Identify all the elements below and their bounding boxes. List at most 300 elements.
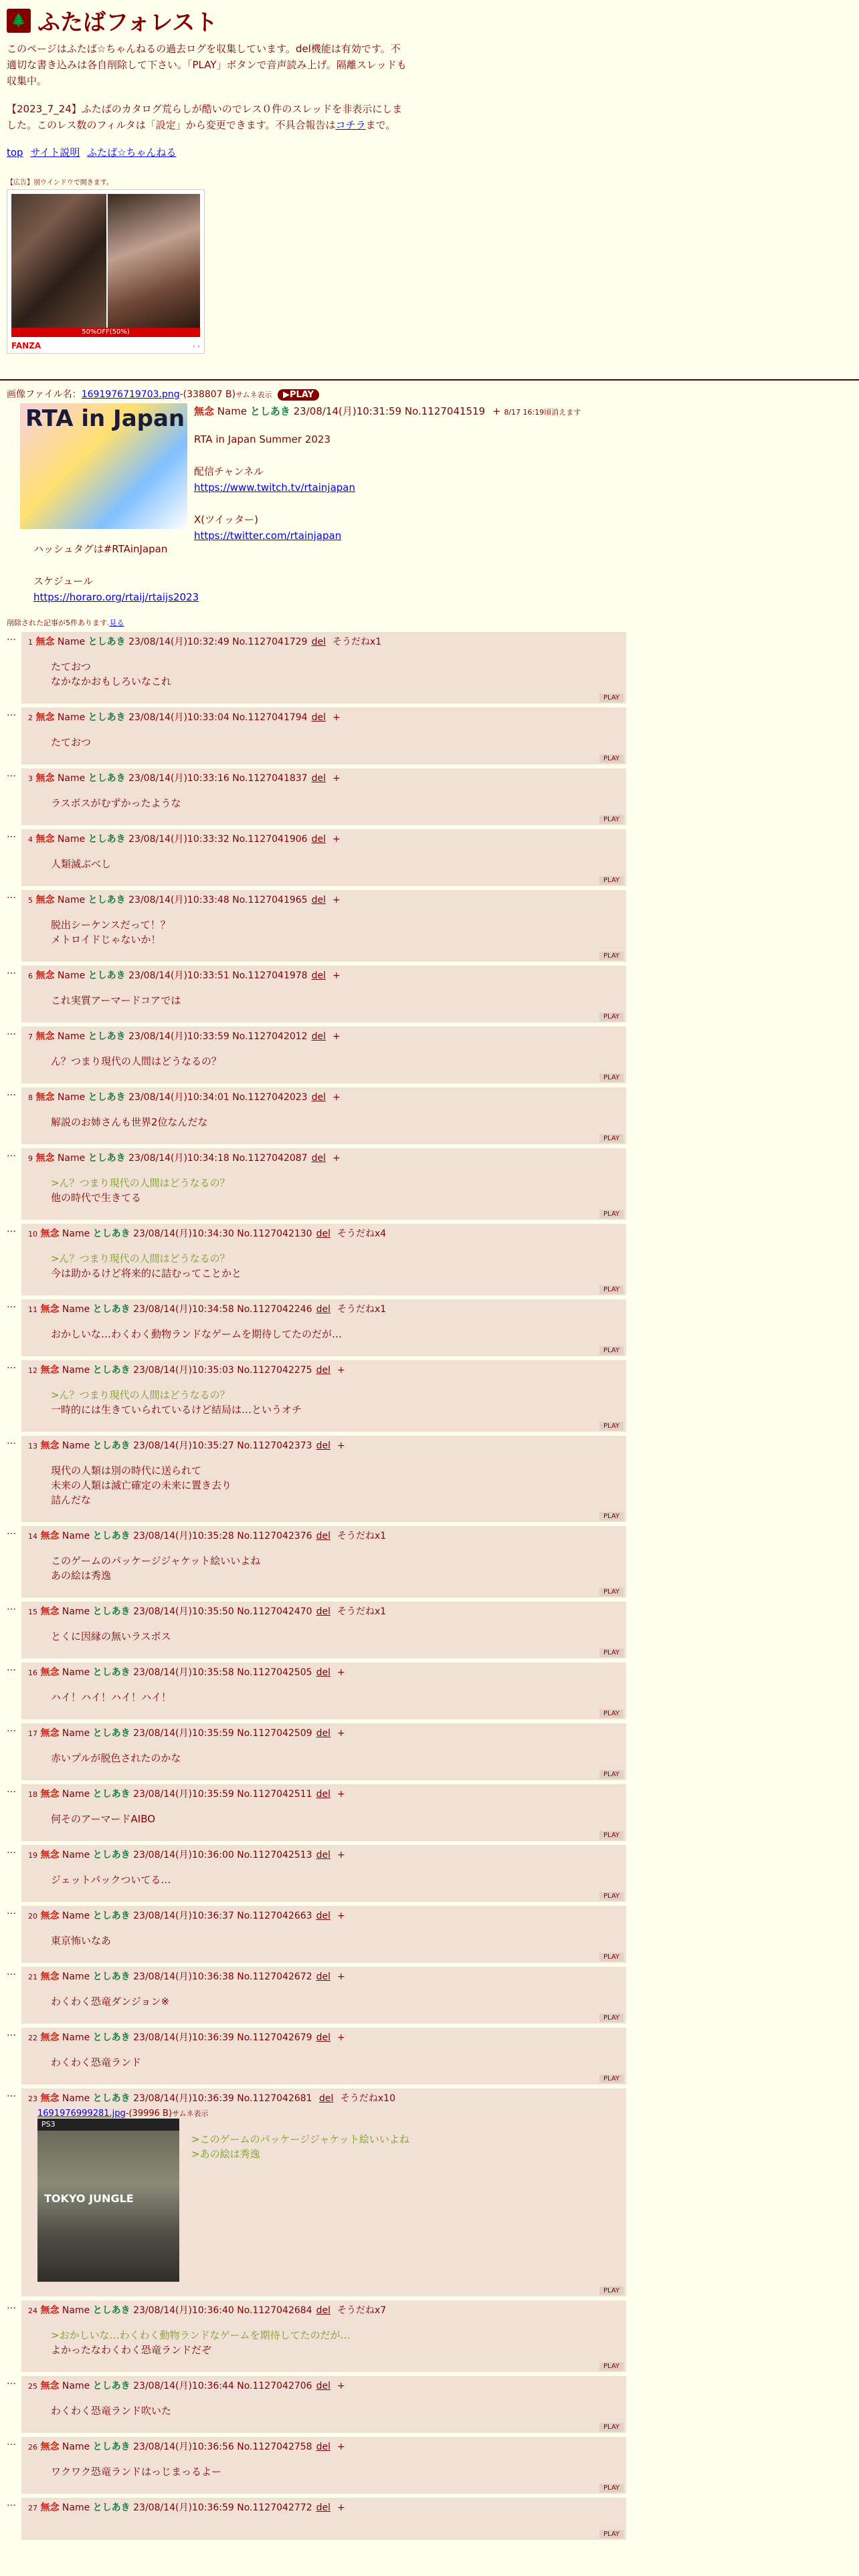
reply-body bbox=[51, 2464, 622, 2479]
reply-text-line: 今は助かるけど将来的に詰むってことかと bbox=[51, 1267, 242, 1279]
site-header bbox=[7, 0, 852, 37]
reply-menu-dots[interactable]: … bbox=[7, 1087, 16, 1098]
reply-header bbox=[28, 1150, 622, 1168]
op-thumbnail[interactable] bbox=[20, 403, 187, 529]
reply-list bbox=[7, 632, 852, 2084]
thread-separator bbox=[0, 379, 859, 381]
nav-about-link[interactable]: サイト説明 bbox=[30, 146, 80, 158]
reply-sodane-button[interactable]: + bbox=[337, 2442, 345, 2452]
reply-subject: 無念 bbox=[40, 1667, 60, 1678]
reply-sodane-button[interactable]: そうだねx1 bbox=[332, 637, 382, 647]
reply-name: としあき bbox=[92, 2093, 130, 2104]
reply-name: としあき bbox=[92, 1531, 130, 1541]
reply-body bbox=[51, 735, 622, 750]
reply-play-button[interactable]: PLAY bbox=[599, 2484, 624, 2492]
reply-menu-dots[interactable]: … bbox=[7, 1360, 16, 1371]
reply-del-link[interactable]: del bbox=[311, 712, 326, 723]
reply-number: 26 bbox=[28, 2443, 37, 2452]
reply-body bbox=[51, 1629, 622, 1644]
reply-play-button[interactable]: PLAY bbox=[599, 2074, 624, 2083]
reply-thumbnail[interactable] bbox=[37, 2119, 179, 2282]
reply-name-label: Name bbox=[62, 2442, 90, 2452]
reply-number: 18 bbox=[28, 1790, 37, 1799]
reply-play-button[interactable]: PLAY bbox=[599, 1709, 624, 1718]
reply-del-link[interactable]: del bbox=[316, 1911, 330, 1921]
reply-text-line: 詰んだな bbox=[51, 1494, 92, 1506]
reply-play-button[interactable]: PLAY bbox=[599, 1588, 624, 1596]
reply bbox=[7, 1087, 626, 1144]
reply-body bbox=[51, 796, 622, 811]
op-name: としあき bbox=[250, 405, 290, 417]
reply-del-link[interactable]: del bbox=[316, 2381, 330, 2391]
reply-menu-dots[interactable]: … bbox=[7, 1602, 16, 1612]
op-schedule-link[interactable]: https://horaro.org/rtaij/rtaijs2023 bbox=[33, 591, 199, 603]
reply-name: としあき bbox=[92, 1304, 130, 1315]
reply-date: 23/08/14(月)10:35:03 No.1127042275 bbox=[133, 1365, 312, 1376]
reply-date: 23/08/14(月)10:36:39 No.1127042679 bbox=[133, 2032, 312, 2043]
op-twitch-link[interactable]: https://www.twitch.tv/rtainjapan bbox=[194, 481, 355, 494]
reply bbox=[7, 1526, 626, 1598]
reply-play-button[interactable]: PLAY bbox=[599, 1892, 624, 1901]
reply-date: 23/08/14(月)10:33:16 No.1127041837 bbox=[128, 773, 308, 784]
op-post bbox=[20, 403, 852, 544]
reply bbox=[7, 1784, 626, 1841]
reply-del-link[interactable]: del bbox=[316, 1971, 330, 1982]
reply-name: としあき bbox=[92, 1667, 130, 1678]
reply-date: 23/08/14(月)10:35:58 No.1127042505 bbox=[133, 1667, 312, 1678]
reply-sodane-button[interactable]: そうだねx7 bbox=[337, 2305, 387, 2316]
op-expire: 8/17 16:19頃消えます bbox=[504, 408, 581, 417]
reply-number: 6 bbox=[28, 972, 33, 980]
op-thumbnail-title: RTA in Japan bbox=[25, 405, 185, 432]
ad-label: 【広告】別ウインドウで開きます。 bbox=[7, 179, 113, 187]
reply-play-button[interactable]: PLAY bbox=[599, 815, 624, 824]
reply-menu-dots[interactable]: … bbox=[7, 1662, 16, 1673]
reply-number: 4 bbox=[28, 835, 33, 844]
game-title: TOKYO JUNGLE bbox=[44, 2192, 134, 2205]
reply-file-link[interactable]: 1691976999281.jpg bbox=[37, 2109, 126, 2119]
reply-body bbox=[51, 2403, 622, 2418]
reply-subject: 無念 bbox=[40, 2032, 60, 2043]
op-body-continued bbox=[33, 541, 852, 605]
reply-sodane-button[interactable]: + bbox=[332, 1153, 341, 1164]
op-file-label: 画像ファイル名： bbox=[7, 389, 82, 400]
reply-play-button[interactable]: PLAY bbox=[599, 1831, 624, 1840]
reply-header bbox=[28, 1437, 622, 1455]
reply-sodane-button[interactable]: そうだねx1 bbox=[337, 1606, 387, 1617]
reply-del-link[interactable]: del bbox=[311, 1031, 326, 1042]
reply-del-link[interactable]: del bbox=[316, 1789, 330, 1800]
reply-subject: 無念 bbox=[35, 712, 55, 723]
reply-sodane-button[interactable]: そうだねx10 bbox=[340, 2093, 395, 2104]
reply-body bbox=[51, 1463, 622, 1507]
reply-name: としあき bbox=[92, 1606, 130, 1617]
reply-menu-dots[interactable]: … bbox=[7, 1845, 16, 1856]
reply bbox=[7, 1148, 626, 1220]
reply-del-link[interactable]: del bbox=[316, 1228, 330, 1239]
reply-text-line: 現代の人類は別の時代に送られて bbox=[51, 1465, 202, 1477]
reply-sodane-button[interactable]: そうだねx1 bbox=[337, 1531, 387, 1541]
op-file-link[interactable]: 1691976719703.png bbox=[81, 389, 180, 400]
reply-del-link[interactable]: del bbox=[311, 895, 326, 905]
reply-del-link[interactable]: del bbox=[316, 2305, 330, 2316]
op-date: 23/08/14(月)10:31:59 No.1127041519 bbox=[293, 405, 486, 417]
reply-sodane-button[interactable]: + bbox=[337, 1789, 345, 1800]
reply-name: としあき bbox=[92, 1440, 130, 1451]
reply-body bbox=[51, 1176, 622, 1205]
reply-text-line: 赤いプルが脱色されたのかな bbox=[51, 1752, 181, 1764]
reply-date: 23/08/14(月)10:34:30 No.1127042130 bbox=[133, 1228, 312, 1239]
reply-sodane-button[interactable]: + bbox=[337, 1728, 345, 1739]
reply-thumb-note: サムネ表示 bbox=[172, 2109, 209, 2118]
ad-banner[interactable] bbox=[7, 189, 205, 354]
ad-image-right[interactable] bbox=[108, 194, 200, 328]
reply-sodane-button[interactable]: + bbox=[332, 834, 341, 845]
reply-play-button[interactable]: PLAY bbox=[599, 952, 624, 960]
reply-del-link[interactable]: del bbox=[316, 1440, 330, 1451]
reply-name-label: Name bbox=[62, 1228, 90, 1239]
reply-menu-dots[interactable]: … bbox=[7, 1723, 16, 1734]
op-subject: 無念 bbox=[194, 405, 215, 417]
op-file-size: -(338807 B) bbox=[179, 389, 236, 400]
reply-name: としあき bbox=[88, 970, 126, 981]
reply-menu-dots[interactable]: … bbox=[7, 966, 16, 976]
reply-menu-dots[interactable]: … bbox=[7, 768, 16, 779]
op-line-schedule: スケジュール bbox=[33, 575, 94, 587]
reply-body bbox=[51, 1388, 622, 1417]
reply-name-label: Name bbox=[57, 637, 86, 647]
reply-del-link[interactable]: del bbox=[316, 2502, 330, 2513]
reply-text-line: よかったなわくわく恐竜ランドだぞ bbox=[51, 2344, 212, 2356]
reply-header bbox=[28, 1603, 622, 1621]
reply-subject: 無念 bbox=[35, 970, 55, 981]
reply-name: としあき bbox=[88, 712, 126, 723]
reply-name-label: Name bbox=[57, 773, 86, 784]
reply-subject: 無念 bbox=[40, 1228, 60, 1239]
reply-del-link[interactable]: del bbox=[316, 1304, 330, 1315]
reply-sodane-button[interactable]: + bbox=[332, 1031, 341, 1042]
reply-header bbox=[28, 967, 622, 985]
reply-name-label: Name bbox=[62, 1667, 90, 1678]
reply-text-line: わくわく恐竜ランド bbox=[51, 2056, 142, 2068]
reply-sodane-button[interactable]: + bbox=[332, 1092, 341, 1103]
reply-body bbox=[51, 857, 622, 871]
reply-menu-dots[interactable]: … bbox=[7, 829, 16, 840]
reply-menu-dots[interactable]: … bbox=[7, 2300, 16, 2311]
reply-subject: 無念 bbox=[40, 2381, 60, 2391]
reply-del-link[interactable]: del bbox=[311, 773, 326, 784]
reply-del-link[interactable]: del bbox=[311, 637, 326, 647]
reply-header bbox=[28, 1362, 622, 1380]
reply-header bbox=[28, 1725, 622, 1743]
reply-date: 23/08/14(月)10:35:27 No.1127042373 bbox=[133, 1440, 312, 1451]
reply-sodane-button[interactable]: + bbox=[337, 1440, 345, 1451]
reply-quote-line: >あの絵は秀逸 bbox=[191, 2148, 260, 2160]
reply-play-button[interactable]: PLAY bbox=[599, 1285, 624, 1294]
reply bbox=[7, 2498, 626, 2540]
reply-play-button[interactable]: PLAY bbox=[599, 2014, 624, 2022]
reply-del-link[interactable]: del bbox=[316, 1365, 330, 1376]
reply-play-button[interactable]: PLAY bbox=[599, 754, 624, 763]
reply-menu-dots[interactable]: … bbox=[7, 2498, 16, 2508]
reply-name-label: Name bbox=[62, 1971, 90, 1982]
reply-name: としあき bbox=[92, 2502, 130, 2513]
reply bbox=[7, 1602, 626, 1658]
nav-futaba-link[interactable]: ふたば☆ちゃんねる bbox=[87, 146, 177, 158]
reply-menu-dots[interactable]: … bbox=[7, 890, 16, 901]
reply-date: 23/08/14(月)10:32:49 No.1127041729 bbox=[128, 637, 308, 647]
reply-sodane-button[interactable]: + bbox=[337, 2381, 345, 2391]
reply-date: 23/08/14(月)10:35:28 No.1127042376 bbox=[133, 1531, 312, 1541]
reply-subject: 無念 bbox=[40, 1789, 60, 1800]
reply-menu-dots[interactable]: … bbox=[7, 1526, 16, 1537]
reply-play-button[interactable]: PLAY bbox=[599, 876, 624, 885]
reply-sodane-button[interactable]: + bbox=[337, 1971, 345, 1982]
reply-sodane-button[interactable]: そうだねx4 bbox=[337, 1228, 387, 1239]
bug-report-link[interactable]: コチラ bbox=[335, 119, 366, 131]
reply-text-line: 他の時代で生きてる bbox=[51, 1192, 142, 1204]
reply-number: 17 bbox=[28, 1729, 37, 1738]
reply-date: 23/08/14(月)10:34:58 No.1127042246 bbox=[133, 1304, 312, 1315]
reply-header bbox=[28, 2029, 622, 2047]
ad-brand-logo: FANZA bbox=[11, 341, 41, 350]
reply-name-label: Name bbox=[62, 2032, 90, 2043]
reply-quote-line: >ん？つまり現代の人間はどうなるの？ bbox=[51, 1177, 230, 1189]
reply-date: 23/08/14(月)10:35:59 No.1127042511 bbox=[133, 1789, 312, 1800]
reply-menu-dots[interactable]: … bbox=[7, 708, 16, 718]
reply-subject: 無念 bbox=[40, 2502, 60, 2513]
reply-subject: 無念 bbox=[40, 2093, 60, 2104]
reply-sodane-button[interactable]: そうだねx1 bbox=[337, 1304, 387, 1315]
site-logo-icon: 🌲 bbox=[7, 9, 31, 33]
reply-name-label: Name bbox=[57, 712, 86, 723]
reply-number: 20 bbox=[28, 1912, 37, 1921]
reply-name-label: Name bbox=[57, 1153, 86, 1164]
reply-menu-dots[interactable]: … bbox=[7, 2437, 16, 2448]
reply-sodane-button[interactable]: + bbox=[332, 773, 341, 784]
reply-sodane-button[interactable]: + bbox=[337, 2502, 345, 2513]
reply-header bbox=[28, 1907, 622, 1925]
reply-name: としあき bbox=[88, 773, 126, 784]
reply-name-label: Name bbox=[62, 2093, 90, 2104]
reply-del-link[interactable]: del bbox=[311, 1153, 326, 1164]
op-header bbox=[194, 403, 581, 421]
reply-body bbox=[51, 2055, 622, 2070]
reply bbox=[7, 829, 626, 886]
reply-header bbox=[28, 2499, 622, 2517]
reply-play-button[interactable]: PLAY bbox=[599, 1134, 624, 1143]
reply-name-label: Name bbox=[57, 1092, 86, 1103]
reply-menu-dots[interactable]: … bbox=[7, 1027, 16, 1037]
reply-subject: 無念 bbox=[40, 1440, 60, 1451]
reply-sodane-button[interactable]: + bbox=[337, 1911, 345, 1921]
reply-play-button[interactable]: PLAY bbox=[599, 693, 624, 702]
reply-name-label: Name bbox=[57, 970, 86, 981]
reply-name: としあき bbox=[88, 1031, 126, 1042]
intro-paragraph-2 bbox=[7, 101, 408, 133]
reply-play-button[interactable]: PLAY bbox=[599, 1422, 624, 1430]
reply-play-button[interactable]: PLAY bbox=[599, 2423, 624, 2432]
reply-number: 23 bbox=[28, 2095, 37, 2103]
reply-sodane-button[interactable]: + bbox=[337, 1667, 345, 1678]
reply-menu-dots[interactable]: … bbox=[7, 1436, 16, 1446]
reply-header bbox=[28, 2377, 622, 2395]
op-content bbox=[194, 403, 581, 544]
reply-header bbox=[28, 770, 622, 788]
reply-del-link[interactable]: del bbox=[311, 970, 326, 981]
reply-header bbox=[28, 1301, 622, 1319]
reply-body bbox=[51, 1553, 622, 1583]
reply-name: としあき bbox=[88, 834, 126, 845]
reply-body bbox=[51, 1872, 622, 1887]
reply-header bbox=[28, 891, 622, 909]
reply-body bbox=[51, 1327, 622, 1341]
reply-del-link[interactable]: del bbox=[316, 1850, 330, 1860]
reply-menu-dots[interactable]: … bbox=[7, 2028, 16, 2038]
reply-name: としあき bbox=[92, 1971, 130, 1982]
reply-sodane-button[interactable]: + bbox=[337, 2032, 345, 2043]
reply-header bbox=[28, 709, 622, 727]
reply-subject: 無念 bbox=[40, 1911, 60, 1921]
reply-name-label: Name bbox=[62, 1911, 90, 1921]
reply-del-link[interactable]: del bbox=[311, 834, 326, 845]
reply-menu-dots[interactable]: … bbox=[7, 632, 16, 643]
reply-menu-dots[interactable]: … bbox=[7, 1224, 16, 1235]
reply-del-link[interactable]: del bbox=[316, 2442, 330, 2452]
reply-header bbox=[28, 1786, 622, 1804]
ps3-label: PS3 bbox=[41, 2120, 56, 2129]
reply-name-label: Name bbox=[62, 1728, 90, 1739]
reply-number: 11 bbox=[28, 1305, 37, 1314]
op-play-button[interactable]: ▶PLAY bbox=[278, 389, 319, 401]
reply-name-label: Name bbox=[62, 1789, 90, 1800]
reply-text-line: ハイ！ハイ！ハイ！ハイ！ bbox=[51, 1691, 172, 1703]
reply-del-link[interactable]: del bbox=[316, 1606, 330, 1617]
site-title: ふたばフォレスト bbox=[37, 9, 218, 36]
reply-play-button[interactable]: PLAY bbox=[599, 1953, 624, 1961]
reply-play-button[interactable]: PLAY bbox=[599, 2286, 624, 2295]
reply-name: としあき bbox=[92, 1365, 130, 1376]
reply-del-link[interactable]: del bbox=[319, 2093, 334, 2104]
reply bbox=[7, 1360, 626, 1432]
reply-number: 8 bbox=[28, 1093, 33, 1102]
nav-top-link[interactable]: top bbox=[7, 146, 23, 158]
reply-sodane-button[interactable]: + bbox=[337, 1365, 345, 1376]
reply-subject: 無念 bbox=[40, 1531, 60, 1541]
reply-name: としあき bbox=[92, 1228, 130, 1239]
reply-del-link[interactable]: del bbox=[316, 1531, 330, 1541]
reply-number: 7 bbox=[28, 1033, 33, 1041]
reply-name: としあき bbox=[92, 1911, 130, 1921]
reply bbox=[7, 2028, 626, 2084]
reply bbox=[7, 1299, 626, 1356]
reply-number: 21 bbox=[28, 1973, 37, 1981]
reply-date: 23/08/14(月)10:36:37 No.1127042663 bbox=[133, 1911, 312, 1921]
reply-name: としあき bbox=[88, 637, 126, 647]
reply-subject: 無念 bbox=[40, 1728, 60, 1739]
reply-name-label: Name bbox=[62, 2305, 90, 2316]
reply-body bbox=[51, 1690, 622, 1705]
intro-notice: 【2023_7_24】ふたばのカタログ荒らしが酷いのでレス０件のスレッドを非表示にしました。このレス数のフィルタは「設定」から変更できます。不具合報告は bbox=[7, 103, 403, 131]
reply-text-line: これ実質アーマードコアでは bbox=[51, 994, 181, 1006]
reply-play-button[interactable]: PLAY bbox=[599, 1210, 624, 1218]
reply-del-link[interactable]: del bbox=[316, 2032, 330, 2043]
reply-text-line: このゲームのパッケージジャケット絵いいよね bbox=[51, 1555, 261, 1567]
reply-menu-dots[interactable]: … bbox=[7, 1784, 16, 1795]
reply-play-button[interactable]: PLAY bbox=[599, 2530, 624, 2539]
reply-date: 23/08/14(月)10:33:32 No.1127041906 bbox=[128, 834, 308, 845]
reply-quote-line: >おかしいな…わくわく動物ランドなゲームを期待してたのだが… bbox=[51, 2329, 351, 2341]
deleted-notice bbox=[7, 617, 852, 628]
reply-text-line: わくわく恐竜ダンジョン※ bbox=[51, 1996, 170, 2008]
reply-number: 15 bbox=[28, 1608, 37, 1616]
reply-date: 23/08/14(月)10:33:59 No.1127042012 bbox=[128, 1031, 308, 1042]
reply-menu-dots[interactable]: … bbox=[7, 1906, 16, 1917]
reply bbox=[7, 1906, 626, 1963]
reply-play-button[interactable]: PLAY bbox=[599, 1648, 624, 1657]
ad-carousel-nav[interactable]: ‹ › bbox=[192, 343, 200, 350]
reply bbox=[7, 708, 626, 764]
reply-header bbox=[28, 633, 622, 651]
reply-sodane-button[interactable]: + bbox=[332, 970, 341, 981]
reply-play-button[interactable]: PLAY bbox=[599, 1346, 624, 1355]
reply-menu-dots[interactable]: … bbox=[7, 2376, 16, 2387]
reply-play-button[interactable]: PLAY bbox=[599, 1512, 624, 1521]
reply-date: 23/08/14(月)10:36:00 No.1127042513 bbox=[133, 1850, 312, 1860]
intro-text bbox=[7, 41, 408, 133]
ad-image-left[interactable] bbox=[11, 194, 106, 328]
deleted-show-link[interactable]: 見る bbox=[109, 619, 124, 627]
reply-text-line: 脱出シーケンスだって！？ bbox=[51, 919, 171, 931]
reply-text-line: たておつ bbox=[51, 661, 91, 673]
reply bbox=[7, 768, 626, 825]
op-twitter-link[interactable]: https://twitter.com/rtainjapan bbox=[194, 530, 342, 542]
reply-menu-dots[interactable]: … bbox=[7, 2088, 16, 2099]
reply-date: 23/08/14(月)10:33:51 No.1127041978 bbox=[128, 970, 308, 981]
reply-text-line: ワクワク恐竜ランドはっじまっるよー bbox=[51, 2466, 222, 2478]
reply-body bbox=[51, 1115, 622, 1130]
reply-subject: 無念 bbox=[35, 1092, 55, 1103]
reply-sodane-button[interactable]: + bbox=[337, 1850, 345, 1860]
reply-menu-dots[interactable]: … bbox=[7, 1148, 16, 1159]
reply-menu-dots[interactable]: … bbox=[7, 1299, 16, 1310]
reply-name: としあき bbox=[92, 1850, 130, 1860]
reply-del-link[interactable]: del bbox=[316, 1667, 330, 1678]
reply-sodane-button[interactable]: + bbox=[332, 712, 341, 723]
reply-name-label: Name bbox=[57, 1031, 86, 1042]
reply-number: 27 bbox=[28, 2504, 37, 2512]
reply-play-button[interactable]: PLAY bbox=[599, 1770, 624, 1779]
nav-links bbox=[7, 145, 852, 159]
reply-del-link[interactable]: del bbox=[311, 1092, 326, 1103]
reply-date: 23/08/14(月)10:35:50 No.1127042470 bbox=[133, 1606, 312, 1617]
op-line-hashtag: ハッシュタグは#RTAinJapan bbox=[33, 543, 168, 555]
reply-body bbox=[51, 2328, 622, 2357]
reply-name: としあき bbox=[88, 895, 126, 905]
reply bbox=[7, 890, 626, 962]
reply-play-button[interactable]: PLAY bbox=[599, 1073, 624, 1082]
op-sodane-button[interactable]: + bbox=[492, 405, 501, 417]
reply-play-button[interactable]: PLAY bbox=[599, 2362, 624, 2371]
reply-menu-dots[interactable]: … bbox=[7, 1967, 16, 1977]
reply-play-button[interactable]: PLAY bbox=[599, 1012, 624, 1021]
reply-del-link[interactable]: del bbox=[316, 1728, 330, 1739]
reply-body bbox=[51, 1251, 622, 1281]
reply-date: 23/08/14(月)10:34:18 No.1127042087 bbox=[128, 1153, 308, 1164]
reply-number: 13 bbox=[28, 1442, 37, 1451]
reply-body bbox=[51, 1054, 622, 1069]
reply-sodane-button[interactable]: + bbox=[332, 895, 341, 905]
